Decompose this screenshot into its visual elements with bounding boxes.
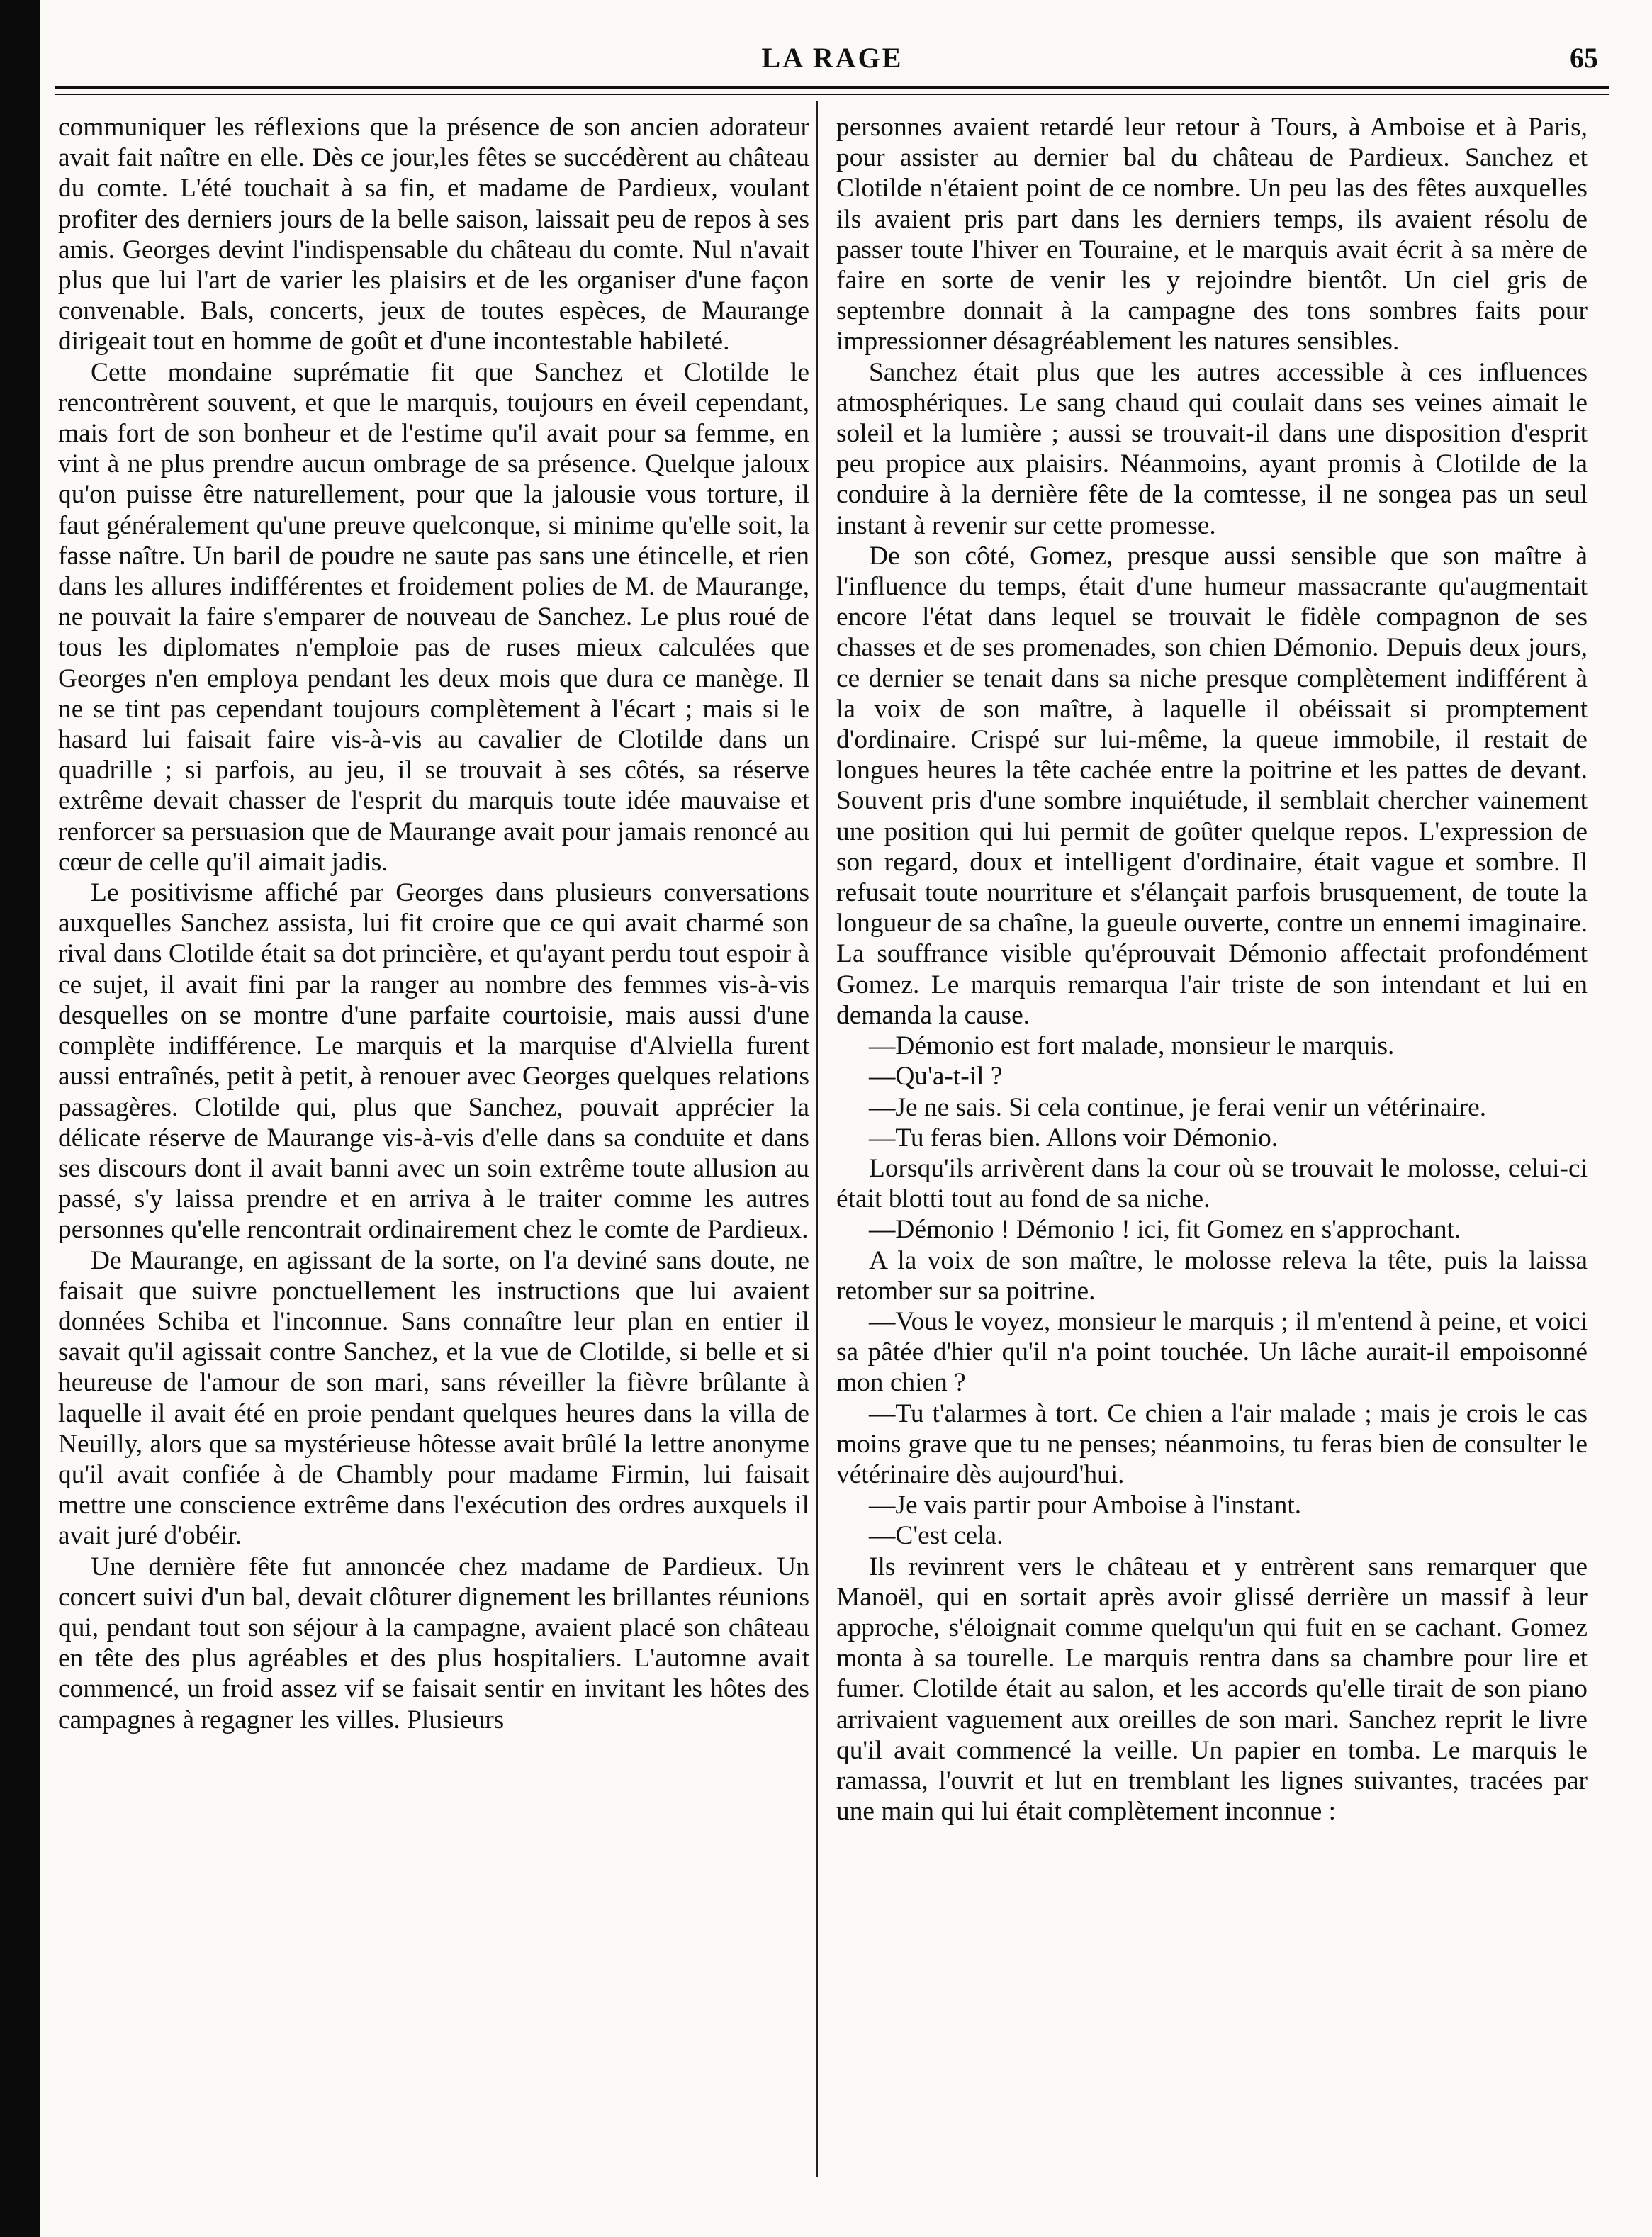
dialogue-line: —Tu t'alarmes à tort. Ce chien a l'air malade ; mais je crois le cas moins grave que tu ne penses; néanmoins, tu feras bien de consulter le vétérinaire dès aujourd'hui. bbox=[836, 1398, 1588, 1489]
paragraph: communiquer les réflexions que la présence de son ancien adorateur avait fait naître en elle. Dès ce jour,les fêtes se succédèrent au château du comte. L'été touchait à sa fin, et madame de Pardieux, voulant profiter des derniers jours de la belle saison, laissait peu de repos à ses amis. Georges devint l'indispensable du château du comte. Nul n'avait plus que lui l'art de varier les plaisirs et de les organiser d'une façon convenable. Bals, concerts, jeux de toutes espèces, de Maurange dirigeait tout en homme de goût et d'une incontestable habileté. bbox=[58, 113, 809, 357]
dialogue-line: —Démonio ! Démonio ! ici, fit Gomez en s'approchant. bbox=[869, 1215, 1461, 1245]
page-header bbox=[55, 41, 1609, 85]
paragraph: personnes avaient retardé leur retour à Tours, à Amboise et à Paris, pour assister au dernier bal du château de Pardieux. Sanchez et Clotilde n'étaient point de ce nombre. Un peu las des fêtes auxquelles ils avaient pris part dans les derniers temps, ils avaient résolu de passer toute l'hiver en Touraine, et le marquis avait écrit à sa mère de faire en sorte de venir les y rejoindre bientôt. Un ciel gris de septembre donnait à la campagne des tons sombres faits pour impressionner désagréablement les natures sensibles. bbox=[836, 113, 1588, 357]
book-binding-edge bbox=[0, 0, 40, 2237]
right-column bbox=[836, 112, 1588, 2182]
dialogue-line: —Je vais partir pour Amboise à l'instant. bbox=[869, 1491, 1302, 1520]
header-rule-thick bbox=[55, 86, 1609, 89]
paragraph: Lorsqu'ils arrivèrent dans la cour où se trouvait le molosse, celui-ci était blotti tout au fond de sa niche. bbox=[836, 1153, 1588, 1214]
paragraph: Le positivisme affiché par Georges dans plusieurs conversations auxquelles Sanchez assista, lui fit croire que ce qui avait charmé son rival dans Clotilde était sa dot princière, et qu'ayant perdu tout espoir à ce sujet, il avait fini par la ranger au nombre des femmes vis-à-vis desquelles on se montre d'une parfaite courtoisie, mais aussi d'une complète indifférence. Le marquis et la marquise d'Alviella furent aussi entraînés, petit à petit, à renouer avec Georges quelques relations passagères. Clotilde qui, plus que Sanchez, pouvait apprécier la délicate réserve de Maurange vis-à-vis d'elle dans sa conduite et dans ses discours dont il avait banni avec un soin extrême toute allusion au passé, s'y laissa prendre et en arriva à le traiter comme les autres personnes qu'elle rencontrait ordinairement chez le comte de Pardieux. bbox=[58, 878, 809, 1245]
paragraph: De son côté, Gomez, presque aussi sensible que son maître à l'influence du temps, était d'une humeur massacrante qu'augmentait encore l'état dans lequel se trouvait le fidèle compagnon de ses chasses et de ses promenades, son chien Démonio. Depuis deux jours, ce dernier se tenait dans sa niche presque complètement indifférent à la voix de son maître, à laquelle il obéissait si promptement d'ordinaire. Crispé sur lui-même, la queue immobile, il restait de longues heures la tête cachée entre la poitrine et les pattes de devant. Souvent pris d'une sombre inquiétude, il semblait chercher vainement une position qui lui permit de goûter quelque repos. L'expression de son regard, doux et intelligent d'ordinaire, était vague et sombre. Il refusait toute nourriture et s'élançait parfois brusquement, de toute la longueur de sa chaîne, la gueule ouverte, contre un ennemi imaginaire. La souffrance visible qu'éprouvait Démonio affectait profondément Gomez. Le marquis remarqua l'air triste de son intendant et lui en demanda la cause. bbox=[836, 541, 1588, 1030]
dialogue-line: —Démonio est fort malade, monsieur le marquis. bbox=[869, 1031, 1395, 1061]
running-title: LA RAGE bbox=[761, 42, 904, 74]
dialogue-line: —Vous le voyez, monsieur le marquis ; il m'entend à peine, et voici sa pâtée d'hier qu'il n'a point touchée. Un lâche aurait-il empoisonné mon chien ? bbox=[836, 1306, 1588, 1398]
dialogue-line: —Qu'a-t-il ? bbox=[869, 1062, 1003, 1092]
paragraph: A la voix de son maître, le molosse releva la tête, puis la laissa retomber sur sa poitrine. bbox=[836, 1245, 1588, 1306]
header-rule-thin bbox=[55, 94, 1609, 95]
paragraph: Une dernière fête fut annoncée chez madame de Pardieux. Un concert suivi d'un bal, devait clôturer dignement les brillantes réunions qui, pendant tout son séjour à la campagne, avaient placé son château en tête des plus agréables et des plus hospitaliers. L'automne avait commencé, un froid assez vif se faisait sentir en invitant les hôtes des campagnes à regagner les villes. Plusieurs bbox=[58, 1552, 809, 1734]
paragraph: Sanchez était plus que les autres accessible à ces influences atmosphériques. Le sang chaud qui coulait dans ses veines aimait le soleil et la lumière ; aussi se trouvait-il dans une disposition d'esprit peu propice aux plaisirs. Néanmoins, ayant promis à Clotilde de la conduire à la dernière fête de la comtesse, il ne songea pas un seul instant à revenir sur cette promesse. bbox=[836, 357, 1588, 540]
paragraph: Ils revinrent vers le château et y entrèrent sans remarquer que Manoël, qui en sortait après avoir glissé derrière un massif à leur approche, s'éloignait comme quelqu'un qui fuit en se cachant. Gomez monta à sa tourelle. Le marquis rentra dans sa chambre pour lire et fumer. Clotilde était au salon, et les accords qu'elle tirait de son piano arrivaient vaguement aux oreilles de son mari. Sanchez reprit le livre qu'il avait commencé la veille. Un papier en tomba. Le marquis le ramassa, l'ouvrit et lut en tremblant les lignes suivantes, tracées par une main qui lui était complètement inconnue : bbox=[836, 1552, 1588, 1827]
paragraph: De Maurange, en agissant de la sorte, on l'a deviné sans doute, ne faisait que suivre ponctuellement les instructions que lui avaient données Schiba et l'inconnue. Sans connaître leur plan en entier il savait qu'il agissait contre Sanchez, et la vue de Clotilde, si belle et si heureuse de l'amour de son mari, sans réveiller la fièvre brûlante à laquelle il avait été en proie pendant quelques heures dans la villa de Neuilly, alors que sa mystérieuse hôtesse avait brûlé la lettre anonyme qu'il avait confiée à de Chambly pour madame Firmin, lui faisait mettre une conscience extrême dans l'exécution des ordres auxquels il avait juré d'obéir. bbox=[58, 1245, 809, 1551]
left-column bbox=[58, 112, 809, 2182]
dialogue-line: —Je ne sais. Si cela continue, je ferai venir un vétérinaire. bbox=[869, 1092, 1487, 1122]
paragraph: Cette mondaine suprématie fit que Sanchez et Clotilde le rencontrèrent souvent, et que le marquis, toujours en éveil cependant, mais fort de son bonheur et de l'estime qu'il avait pour sa femme, en vint à ne plus prendre aucun ombrage de sa présence. Quelque jaloux qu'on puisse être naturellement, pour que la jalousie vous torture, il faut généralement qu'une preuve quelconque, si minime qu'elle soit, la fasse naître. Un baril de poudre ne saute pas sans une étincelle, et rien dans les allures indifférentes et froidement polies de M. de Maurange, ne pouvait la faire s'emparer de nouveau de Sanchez. Le plus roué de tous les diplomates n'emploie pas de ruses mieux calculées que Georges n'en employa pendant les deux mois que dura ce manège. Il ne se tint pas cependant toujours complètement à l'écart ; mais si le hasard lui faisait faire vis-à-vis au cavalier de Clotilde dans un quadrille ; si parfois, au jeu, il se trouvait à ses côtés, sa réserve extrême devait chasser de l'esprit du marquis toute idée mauvaise et renforcer sa persuasion que de Maurange avait pour jamais renoncé au cœur de celle qu'il aimait jadis. bbox=[58, 357, 809, 877]
dialogue-line: —C'est cela. bbox=[869, 1521, 1004, 1551]
page-number: 65 bbox=[1570, 42, 1598, 74]
column-divider bbox=[816, 101, 818, 2177]
dialogue-line: —Tu feras bien. Allons voir Démonio. bbox=[869, 1123, 1279, 1153]
